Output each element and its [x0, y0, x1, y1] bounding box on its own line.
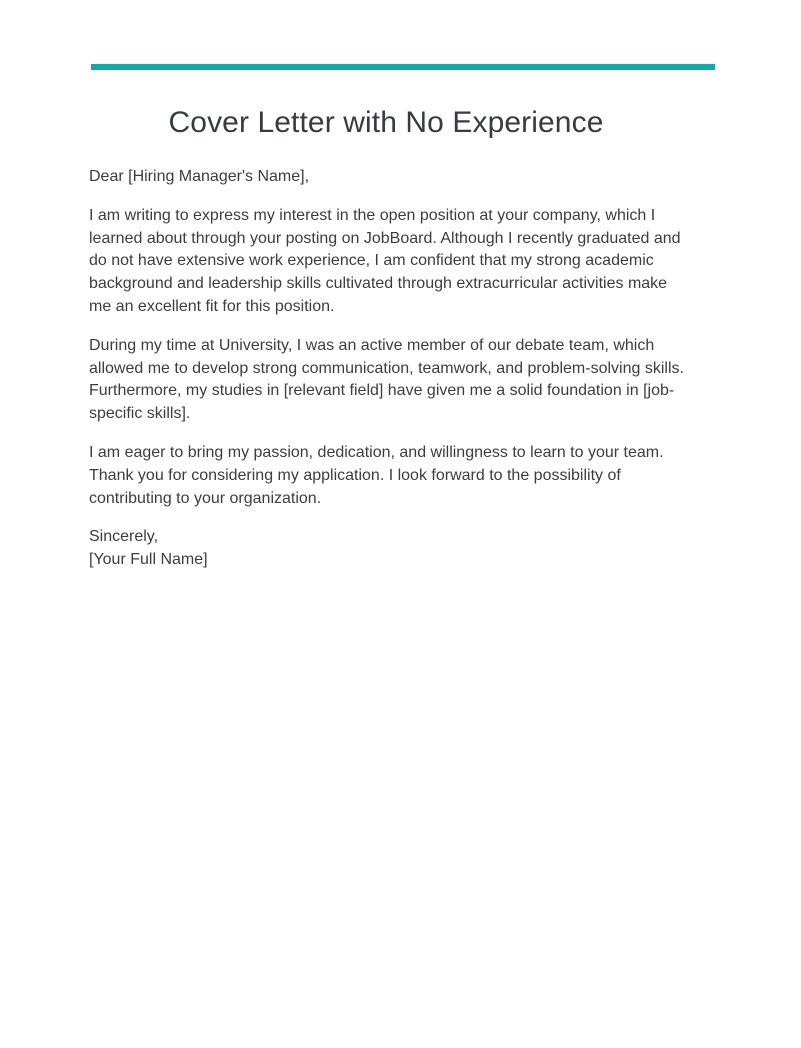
paragraph-closing: I am eager to bring my passion, dedication, and willingness to learn to your team. Thank you for considering my application. I look forward to the possibility of contributing to your organization. [89, 443, 664, 507]
paragraph-intro: I am writing to express my interest in the open position at your company, which I learned about through your posting on JobBoard. Although I recently graduated and do not have extensive work experience, I am confident that my strong academic background and leadership skills cultivated through extracurricular activities make me an excellent fit for this position. [89, 206, 681, 315]
paragraph-experience: During my time at University, I was an active member of our debate team, which allowed me to develop strong communication, teamwork, and problem-solving skills. Furthermore, my studies in [relevant field] have given me a solid foundation in [job-specific skills]. [89, 336, 684, 423]
accent-bar [91, 64, 715, 70]
closing-salutation: Sincerely, [89, 528, 159, 546]
document-title: Cover Letter with No Experience [168, 106, 604, 139]
signature-block [89, 526, 689, 572]
signer-name: [Your Full Name] [89, 551, 208, 569]
letter-body [89, 166, 689, 572]
greeting: Dear [Hiring Manager's Name], [89, 168, 310, 185]
